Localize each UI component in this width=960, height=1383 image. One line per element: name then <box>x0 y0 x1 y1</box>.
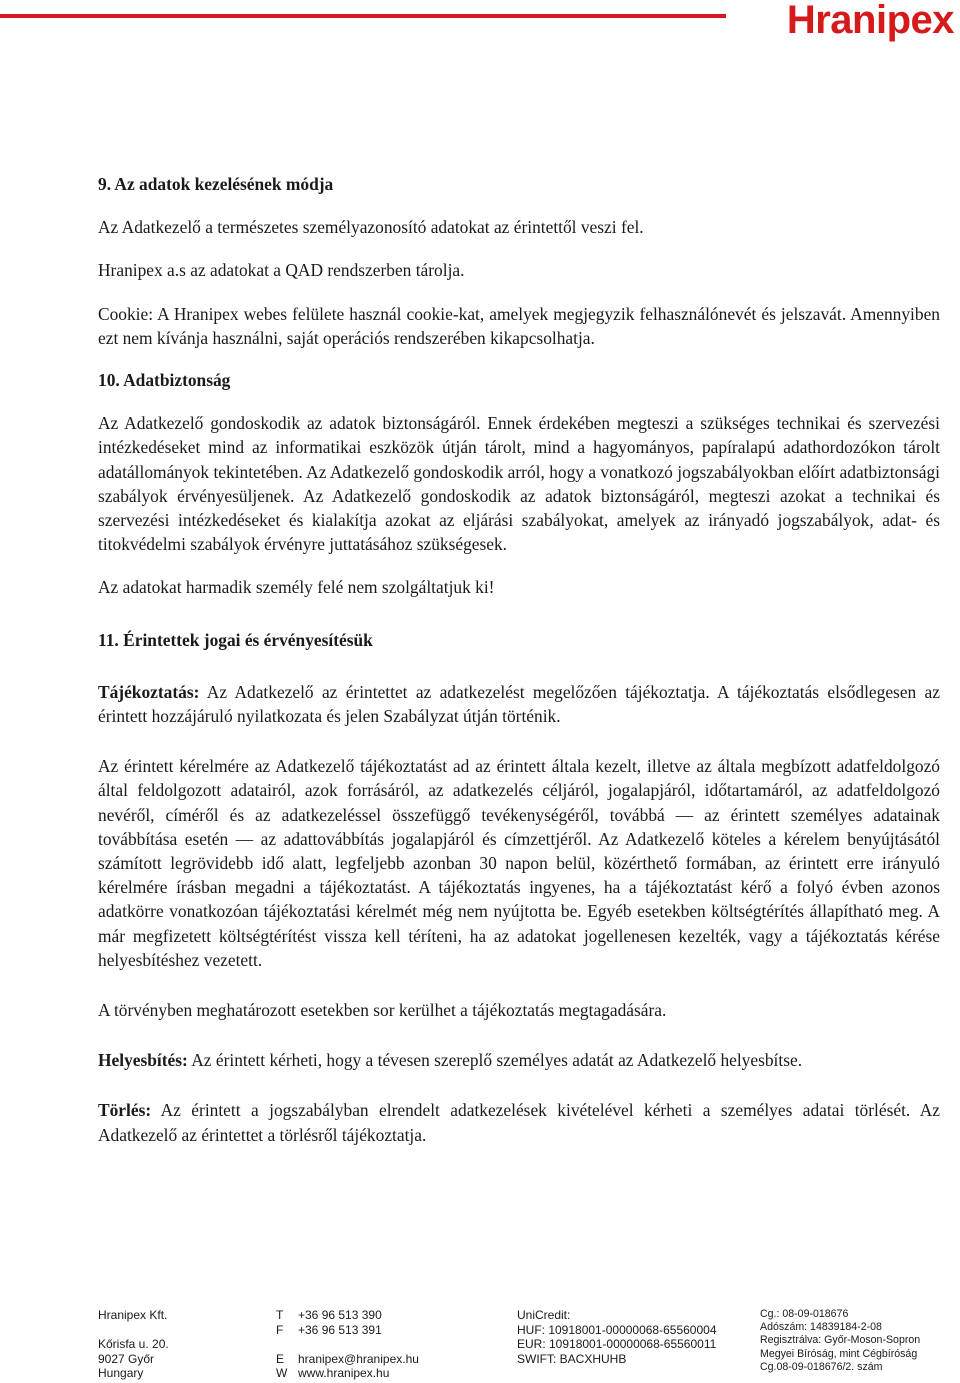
company-street: Kőrisfa u. 20. <box>98 1337 169 1351</box>
bank-eur: EUR: 10918001-00000068-65560011 <box>517 1337 717 1351</box>
fax-label: F <box>276 1322 284 1337</box>
email-line <box>276 1352 419 1367</box>
rectification-text: Az érintett kérheti, hogy a tévesen szereplő személyes adatát az Adatkezelő helyesbítse. <box>187 1050 803 1071</box>
document-body <box>98 172 940 1147</box>
page-footer <box>0 1308 960 1383</box>
web-link[interactable]: www.hranipex.hu <box>298 1366 390 1380</box>
rectification-paragraph <box>98 1048 940 1072</box>
email-link[interactable]: hranipex@hranipex.hu <box>298 1351 419 1366</box>
web-line <box>276 1366 419 1381</box>
fax-line <box>276 1323 419 1338</box>
hranipex-logo: Hranipex <box>786 0 954 42</box>
deletion-term: Törlés: <box>98 1100 152 1121</box>
section-9-paragraph-2: Hranipex a.s az adatokat a QAD rendszerben tárolja. <box>98 260 465 281</box>
info-text: Az Adatkezelő az érintettet az adatkezelést megelőzően tájékoztatja. A tájékoztatás elsődlegesen az érintett hozzájáruló nyilatkozata és jelen Szabályzat útján történik. <box>98 681 940 727</box>
phone-label: T <box>276 1308 284 1322</box>
section-10-paragraph-1: Az Adatkezelő gondoskodik az adatok biztonságáról. Ennek érdekében megteszi a szükséges technikai és szervezési intézkedéseket mind az informatikai eszközök útján tárolt, mind a hagyományos, papíralapú adathordozókon tárolt adatállományok tekintetében. Az Adatkezelő gondoskodik arról, hogy a vonatkozó jogszabályokban előírt adatbiztonsági szabályok érvényesüljenek. Az Adatkezelő gondoskodik az adatok biztonságáról, megteszi azokat a technikai és szervezési intézkedéseket és kialakítja azokat az eljárási szabályokat, amelyek az irányadó jogszabályok, adat- és titokvédelmi szabályok érvényre juttatásához szükségesek. <box>98 413 940 555</box>
section-9-title: 9. Az adatok kezelésének módja <box>98 174 334 194</box>
rectification-term: Helyesbítés: <box>98 1050 188 1071</box>
section-11-title: 11. Érintettek jogai és érvényesítésük <box>98 629 373 650</box>
section-10-paragraph-2: Az adatokat harmadik személy felé nem szolgáltatjuk ki! <box>98 577 495 598</box>
section-9-paragraph-3: Cookie: A Hranipex webes felülete használ cookie-kat, amelyek megjegyzik felhasználónevét és jelszavát. Amennyiben ezt nem kívánja használni, saját operációs rendszerében kikapcsolhatja. <box>98 303 940 348</box>
deletion-text: Az érintett a jogszabályban elrendelt adatkezelések kivételével kérheti a személyes adatai törlését. Az Adatkezelő az érintettet a törlésről tájékoztatja. <box>98 1100 940 1145</box>
bank-swift: SWIFT: BACXHUHB <box>517 1351 627 1366</box>
footer-company <box>98 1308 169 1381</box>
info-paragraph <box>98 680 940 728</box>
footer-bank <box>517 1308 717 1366</box>
bank-name: UniCredit: <box>517 1308 571 1322</box>
footer-contact <box>276 1308 419 1381</box>
registry-line-1: Cg.: 08-09-018676 <box>760 1308 849 1320</box>
bank-huf: HUF: 10918001-00000068-65560004 <box>517 1322 717 1337</box>
section-9-paragraph-1: Az Adatkezelő a természetes személyazonosító adatokat az érintettől veszi fel. <box>98 217 644 238</box>
header-rule <box>0 14 726 18</box>
footer-registry <box>760 1308 920 1374</box>
registry-line-4: Megyei Bíróság, mint Cégbíróság <box>760 1347 918 1360</box>
company-country: Hungary <box>98 1366 144 1380</box>
registry-line-2: Adószám: 14839184-2-08 <box>760 1321 882 1334</box>
email-label: E <box>276 1351 285 1366</box>
deletion-paragraph <box>98 1098 940 1146</box>
web-label: W <box>276 1366 288 1380</box>
info-term: Tájékoztatás: <box>98 681 200 702</box>
company-city: 9027 Győr <box>98 1351 155 1366</box>
section-10-title: 10. Adatbiztonság <box>98 370 231 391</box>
fax-number: +36 96 513 391 <box>298 1322 382 1337</box>
registry-line-3: Regisztrálva: Győr-Moson-Sopron <box>760 1334 921 1347</box>
registry-line-5: Cg.08-09-018676/2. szám <box>760 1360 883 1373</box>
phone-number: +36 96 513 390 <box>298 1308 382 1322</box>
page-header <box>0 0 960 40</box>
request-paragraph: Az érintett kérelmére az Adatkezelő tájékoztatást ad az érintett általa kezelt, illetve az általa megbízott adatfeldolgozó által feldolgozott adatairól, azok forrásáról, az adatkezelés céljáról, jogalapjáról, időtartamáról, az adatfeldolgozó nevéről, címéről és az adatkezeléssel összefüggő tevékenységéről, továbbá — az érintett személyes adatainak továbbítása esetén — az adattovábbítás jogalapjáról és címzettjéről. Az Adatkezelő köteles a kérelem benyújtásától számított legrövidebb idő alatt, legfeljebb azonban 30 napon belül, közérthető formában, az érintett erre irányuló kérelmére írásban megadni a tájékoztatást. A tájékoztatás ingyenes, ha a tájékoztatást kérő a folyó évben azonos adatkörre vonatkozóan tájékoztatási kérelmét még nem nyújtotta be. Egyéb esetekben költségtérítés állapítható meg. A már megfizetett költségtérítést vissza kell téríteni, ha az adatokat jogellenesen kezelték, vagy a tájékoztatás kérése helyesbítéshez vezetett. <box>98 756 940 970</box>
refusal-paragraph: A törvényben meghatározott esetekben sor kerülhet a tájékoztatás megtagadására. <box>98 1000 667 1021</box>
phone-line <box>276 1308 419 1323</box>
company-name: Hranipex Kft. <box>98 1308 168 1322</box>
